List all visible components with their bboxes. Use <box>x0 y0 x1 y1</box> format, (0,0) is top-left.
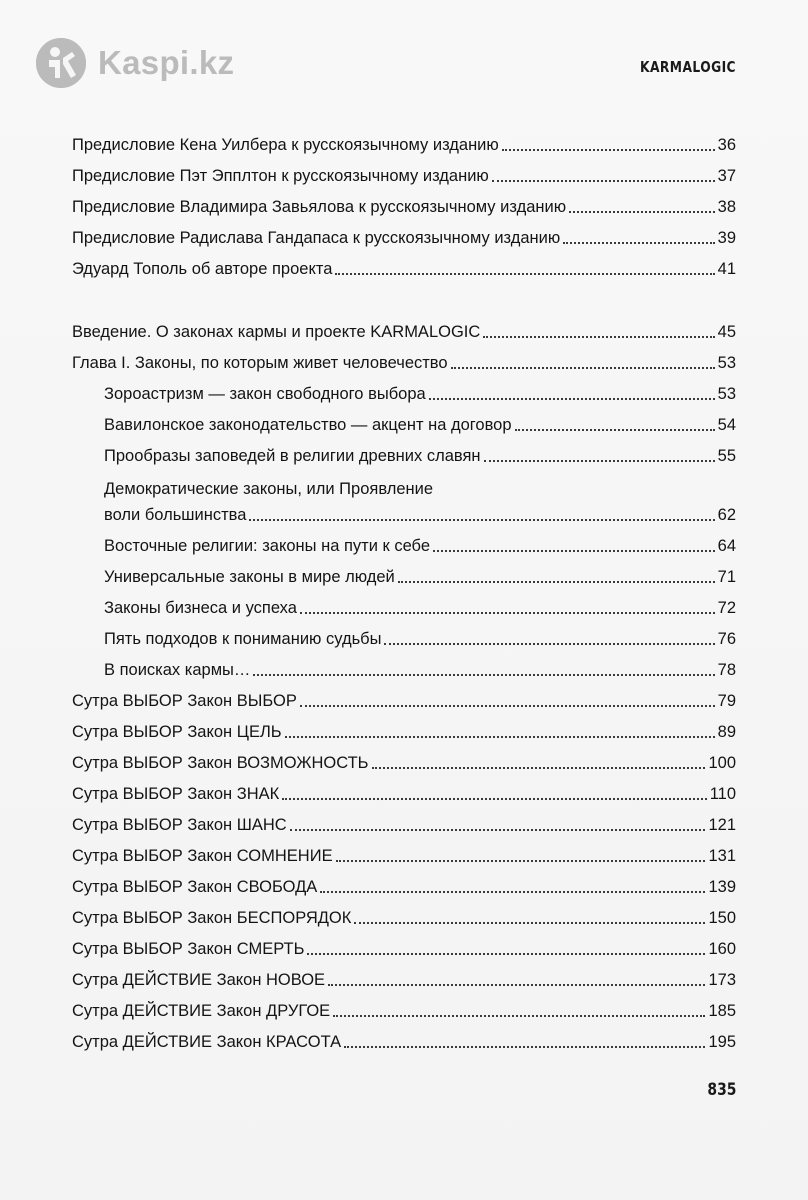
toc-entry <box>72 845 736 867</box>
toc-entry-page: 71 <box>717 568 736 586</box>
dot-leader <box>484 460 715 462</box>
toc-entry-page: 54 <box>717 416 736 434</box>
toc-entry <box>104 628 736 650</box>
toc-entry <box>72 876 736 898</box>
toc-entry <box>104 445 736 467</box>
toc-entry-page: 78 <box>717 661 736 679</box>
toc-entry-title: воли большинства <box>104 506 247 524</box>
toc-entry-title: Сутра ВЫБОР Закон ЗНАК <box>72 785 280 803</box>
toc-entry <box>72 721 736 743</box>
toc-entry <box>72 321 736 343</box>
toc-entry-title: Законы бизнеса и успеха <box>104 599 297 617</box>
toc-entry <box>104 383 736 405</box>
dot-leader <box>249 519 714 521</box>
dot-leader <box>569 211 715 213</box>
toc-entry-page: 53 <box>717 385 736 403</box>
dot-leader <box>429 398 715 400</box>
toc-entry <box>104 414 736 436</box>
toc-entry-page: 37 <box>717 167 736 185</box>
toc-entry-page: 72 <box>717 599 736 617</box>
toc-entry-title-line1: Демократические законы, или Проявление <box>104 480 434 498</box>
dot-leader <box>333 1015 705 1017</box>
toc-entry-page: 38 <box>717 198 736 216</box>
toc-entry-title: Пять подходов к пониманию судьбы <box>104 630 382 648</box>
toc-entry-page: 110 <box>709 785 736 803</box>
dot-leader <box>300 612 715 614</box>
toc-entry-title: Предисловие Пэт Эпплтон к русскоязычному изданию <box>72 167 489 185</box>
dot-leader <box>335 273 714 275</box>
toc-entry-title: Универсальные законы в мире людей <box>104 568 395 586</box>
dot-leader <box>336 860 706 862</box>
dot-leader <box>502 149 715 151</box>
toc-entry <box>72 1000 736 1022</box>
toc-entry-title: Эдуард Тополь об авторе проекта <box>72 260 333 278</box>
toc-entry-page: 76 <box>717 630 736 648</box>
toc-entry-title: Сутра ВЫБОР Закон БЕСПОРЯДОК <box>72 909 352 927</box>
toc-entry-page: 53 <box>717 354 736 372</box>
toc-entry-title: Предисловие Радислава Гандапаса к русскоязычному изданию <box>72 229 561 247</box>
dot-leader <box>300 705 715 707</box>
toc-entry-title: Сутра ВЫБОР Закон ШАНС <box>72 816 287 834</box>
toc-entry <box>72 352 736 374</box>
toc-entry-page: 79 <box>717 692 736 710</box>
dot-leader <box>492 180 715 182</box>
toc-entry-title: Сутра ВЫБОР Закон СОМНЕНИЕ <box>72 847 333 865</box>
toc-entry-title: Сутра ВЫБОР Закон СМЕРТЬ <box>72 940 305 958</box>
toc-entry-page: 131 <box>708 847 736 865</box>
page-number: 835 <box>706 1080 736 1100</box>
toc-entry <box>104 535 736 557</box>
dot-leader <box>253 674 714 676</box>
dot-leader <box>282 798 706 800</box>
toc-entry-page: 36 <box>717 136 736 154</box>
toc-entry-title: Предисловие Кена Уилбера к русскоязычному изданию <box>72 136 499 154</box>
toc-entry <box>72 752 736 774</box>
toc-entry-page: 45 <box>717 323 736 341</box>
dot-leader <box>344 1046 705 1048</box>
toc-entry-page: 100 <box>708 754 736 772</box>
toc-entry <box>72 1031 736 1053</box>
toc-entry <box>72 165 736 187</box>
toc-entry-title: Сутра ДЕЙСТВИЕ Закон ДРУГОЕ <box>72 1002 331 1020</box>
toc-entry-page: 55 <box>717 447 736 465</box>
dot-leader <box>285 736 715 738</box>
toc-entry <box>72 134 736 156</box>
toc-entry <box>72 258 736 280</box>
toc-entry <box>72 690 736 712</box>
toc-entry-title: Зороастризм — закон свободного выбора <box>104 385 426 403</box>
toc-entry <box>104 566 736 588</box>
dot-leader <box>307 953 705 955</box>
toc-entry <box>72 783 736 805</box>
running-head: KARMALOGIC <box>640 58 736 76</box>
toc-entry-title: Сутра ВЫБОР Закон ЦЕЛЬ <box>72 723 282 741</box>
toc-entry-title: Введение. О законах кармы и проекте KARMALOGIC <box>72 323 481 341</box>
toc-entry <box>72 969 736 991</box>
dot-leader <box>483 336 714 338</box>
toc-entry-title: Прообразы заповедей в религии древних славян <box>104 447 481 465</box>
toc-entry-page: 139 <box>708 878 736 896</box>
toc-entry-page: 173 <box>708 971 736 989</box>
dot-leader <box>354 922 705 924</box>
toc-entry-page: 64 <box>717 537 736 555</box>
dot-leader <box>328 984 705 986</box>
dot-leader <box>563 242 714 244</box>
toc-entry-page: 150 <box>708 909 736 927</box>
dot-leader <box>433 550 715 552</box>
toc-entry-page: 195 <box>708 1033 736 1051</box>
toc-entry <box>72 907 736 929</box>
toc-entry-title: В поисках кармы… <box>104 661 251 679</box>
toc-entry-page: 62 <box>717 506 736 524</box>
dot-leader <box>398 581 715 583</box>
dot-leader <box>372 767 706 769</box>
kaspi-watermark-text: Kaspi.kz <box>98 44 235 81</box>
kaspi-logo-icon <box>36 38 86 88</box>
toc-entry-title: Восточные религии: законы на пути к себе <box>104 537 430 555</box>
toc-entry-page: 160 <box>708 940 736 958</box>
dot-leader <box>384 643 714 645</box>
kaspi-watermark <box>36 38 234 88</box>
dot-leader <box>451 367 715 369</box>
dot-leader <box>320 891 705 893</box>
toc-entry-title: Вавилонское законодательство — акцент на договор <box>104 416 512 434</box>
toc-entry <box>104 597 736 619</box>
toc-entry-title: Сутра ДЕЙСТВИЕ Закон КРАСОТА <box>72 1033 342 1051</box>
toc-entry <box>72 938 736 960</box>
toc-entry-page: 121 <box>708 816 736 834</box>
toc-entry-page: 41 <box>717 260 736 278</box>
toc-entry-title: Глава I. Законы, по которым живет человечество <box>72 354 448 372</box>
toc-entry <box>104 504 736 526</box>
toc-entry <box>72 814 736 836</box>
toc-entry-page: 185 <box>708 1002 736 1020</box>
toc-entry <box>104 659 736 681</box>
toc-entry-title: Предисловие Владимира Завьялова к русскоязычному изданию <box>72 198 567 216</box>
toc-entry-title: Сутра ВЫБОР Закон ВЫБОР <box>72 692 297 710</box>
toc-entry-title: Сутра ВЫБОР Закон СВОБОДА <box>72 878 318 896</box>
toc-entry-title: Сутра ДЕЙСТВИЕ Закон НОВОЕ <box>72 971 326 989</box>
toc-entry <box>72 227 736 249</box>
toc-entry-page: 89 <box>717 723 736 741</box>
toc-entry-page: 39 <box>717 229 736 247</box>
toc-entry <box>72 196 736 218</box>
dot-leader <box>290 829 706 831</box>
dot-leader <box>515 429 715 431</box>
toc-entry-title: Сутра ВЫБОР Закон ВОЗМОЖНОСТЬ <box>72 754 369 772</box>
